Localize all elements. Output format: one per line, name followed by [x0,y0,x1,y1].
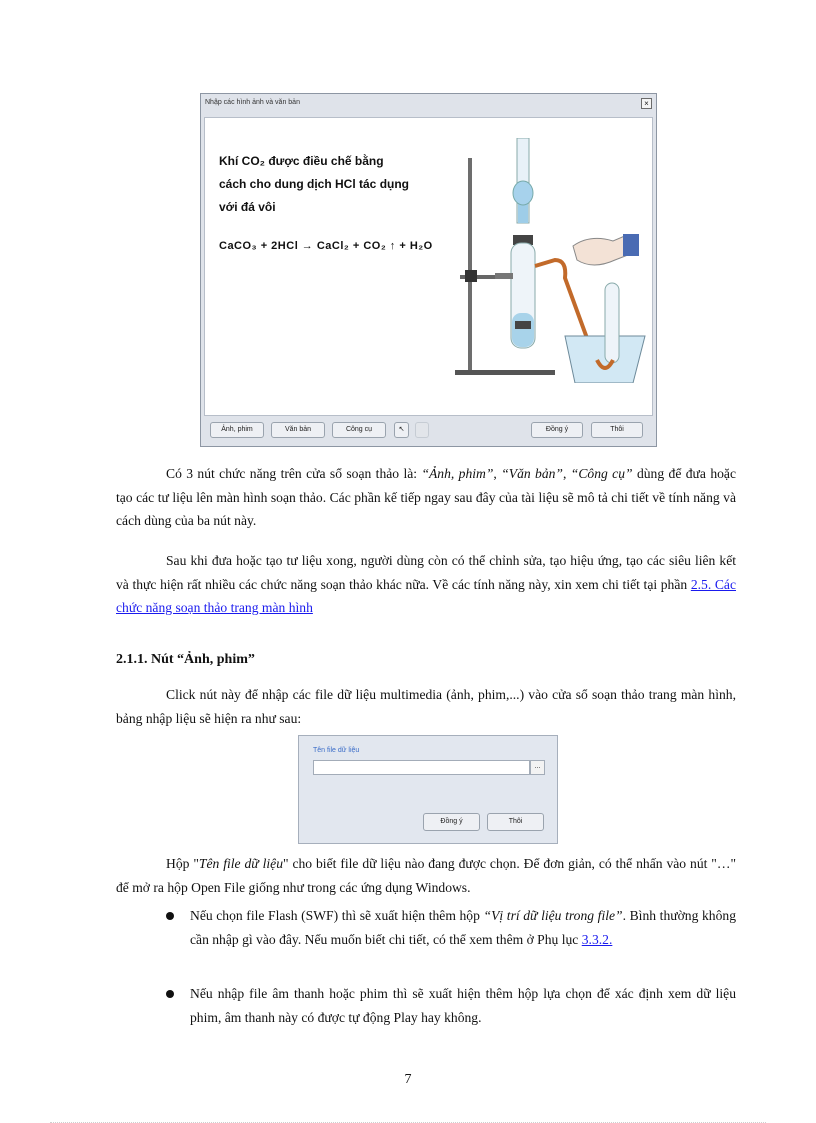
disabled-icon [415,422,429,438]
bullet1-term: “Vị trí dữ liệu trong file” [483,908,623,923]
para3-text: Click nút này để nhập các file dữ liệu multimedia (ảnh, phim,...) vào cửa sổ soạn thảo trang màn hình, bảng nhập liệu sẽ hiện ra như sau: [116,687,736,726]
ok-button[interactable]: Đồng ý [531,422,583,438]
bullet-dot [166,990,174,998]
file-name-label: Tên file dữ liệu [313,747,360,754]
bullet-dot [166,912,174,920]
cancel-button[interactable]: Thôi [487,813,544,831]
media-button[interactable]: Ảnh, phim [210,422,264,438]
cancel-button[interactable]: Thôi [591,422,643,438]
para1-text-c: dùng để đưa hoặc tạo các tư liệu lên màn hình soạn thảo. Các phần kế tiếp ngay sau đây của tài liệu sẽ mô tả chi tiết về tính năng và cách dùng của ba nút này. [116,466,736,528]
para1-text-term: “Văn bản” [501,466,563,481]
close-icon[interactable]: × [641,98,652,109]
para1-sep-2: , [563,466,571,481]
ok-button[interactable]: Đồng ý [423,813,480,831]
browse-button[interactable]: ... [530,760,545,775]
para4-text-c: " cho biết file dữ liệu nào đang được chọn. Để đơn giản, có thể nhấn vào nút "…" để mở ra hộp Open File giống như trong các ứng dụng Windows. [116,856,737,895]
chem-line-1: Khí CO₂ được điều chế bằng [219,154,384,168]
para2-text: Sau khi đưa hoặc tạo tư liệu xong, người dùng còn có thể chỉnh sửa, tạo hiệu ứng, tạo các siêu liên kết và thực hiện rất nhiều các chức năng soạn thảo khác nữa. Về các tính năng này, xin xem chi tiết tại phần [116,553,736,592]
paragraph-4 [116,852,736,899]
dialog-title: Nhập các hình ảnh và văn bản [205,99,300,106]
section-heading: 2.1.1. Nút “Ảnh, phim” [116,652,255,667]
para4-term: Tên file dữ liệu [198,856,283,871]
para1-tools-term: “Công cụ” [570,466,633,481]
text-button[interactable]: Văn bản [271,422,325,438]
appendix-3-3-2-link[interactable]: 3.3.2. [581,931,613,947]
section-2-5-link[interactable]: 2.5. Các chức năng soạn thảo trang màn hình [116,576,736,615]
para1-sep-1: , [493,466,502,481]
para1-media-term: “Ảnh, phim” [421,466,494,481]
bullet-item-1 [190,904,736,951]
file-name-input[interactable] [313,760,530,775]
bullet-item-2: Nếu nhập file âm thanh hoặc phim thì sẽ xuất hiện thêm hộp lựa chọn để xác định xem dữ liệu phim, âm thanh này có được tự động Play hay không. [190,986,736,1025]
lab-apparatus-illustration [455,138,650,383]
insert-media-dialog-screenshot [200,93,657,447]
file-input-dialog-screenshot [298,735,558,844]
chem-equation: CaCO₃ + 2HCl → CaCl₂ + CO₂ ↑ + H₂O [219,240,433,252]
paragraph-3 [116,683,736,730]
bullet1-text-c: . Bình thường không cần nhập gì vào đây. Nếu muốn biết chi tiết, có thể xem thêm ở Phụ lục [190,908,736,947]
dialog-button-bar [204,422,651,440]
chem-line-3: với đá vôi [219,200,276,214]
tools-button[interactable]: Công cụ [332,422,386,438]
chem-line-2: cách cho dung dịch HCl tác dụng [219,177,410,191]
page-number: 7 [404,1072,412,1087]
paragraph-2 [116,549,736,620]
bullet1-text-a: Nếu chọn file Flash (SWF) thì sẽ xuất hiện thêm hộp [190,908,484,923]
dialog-canvas [204,117,653,416]
paragraph-1 [116,462,736,533]
para1-text-a: Có 3 nút chức năng trên cửa sổ soạn thảo là: [166,466,422,481]
cursor-icon[interactable]: ↖ [394,422,409,438]
para4-text-a: Hộp " [166,856,199,871]
